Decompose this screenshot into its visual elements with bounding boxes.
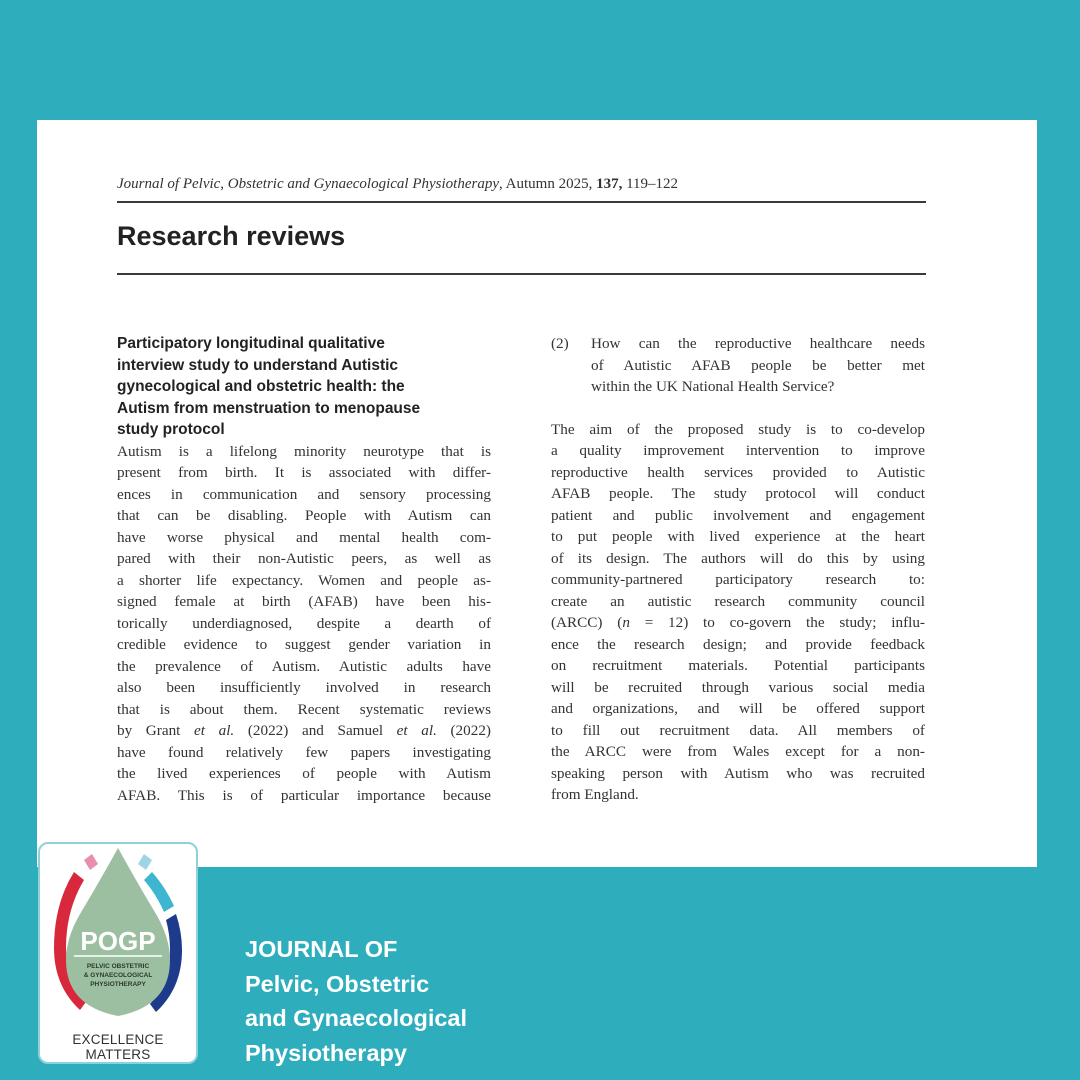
text-line: to put people with lived experience at the heart: [551, 528, 925, 545]
text-line: a quality improvement intervention to improve: [551, 442, 925, 459]
footer-journal-title: [245, 932, 467, 1070]
text-line: AFAB people. The study protocol will conduct: [551, 485, 925, 502]
left-body-text: [117, 441, 491, 807]
text-line: that can be disabling. People with Autism can: [117, 507, 491, 524]
reference-line: [117, 720, 491, 742]
text-line: also been insufficiently involved in research: [117, 679, 491, 696]
text-line: present from birth. It is associated with differ-: [117, 464, 491, 481]
text-line: community-partnered participatory research to:: [551, 571, 925, 588]
issue-info: , Autumn 2025,: [499, 176, 597, 192]
text-line: the prevalence of Autism. Autistic adults have: [117, 657, 491, 675]
title-line: Autism from menstruation to menopause: [117, 399, 421, 417]
logo-petal-pink: [84, 854, 98, 870]
footer-line: Pelvic, Obstetric: [245, 970, 430, 997]
ref-text: (2022) and Samuel: [234, 722, 397, 739]
section-title: Research reviews: [117, 221, 346, 251]
ref-etal: et al.: [396, 722, 437, 739]
text-line: ences in communication and sensory processing: [117, 485, 491, 503]
logo-tagline-1: EXCELLENCE: [72, 1032, 164, 1047]
text-line: reproductive health services provided to Autistic: [551, 463, 925, 481]
pogp-logo: [38, 842, 198, 1064]
title-line: study protocol: [117, 421, 225, 438]
logo-subtitle-line: PHYSIOTHERAPY: [90, 981, 146, 988]
paragraph-gap: [551, 398, 925, 419]
text-line: have found relatively few papers investigating: [117, 743, 491, 761]
question-number: (2): [551, 335, 569, 352]
text-line: torically underdiagnosed, despite a dearth of: [117, 614, 491, 632]
text-line: will be recruited through various social media: [551, 678, 925, 696]
text-line: credible evidence to suggest gender variation in: [117, 636, 491, 653]
logo-tagline-2: MATTERS: [85, 1047, 151, 1062]
question-line: How can the reproductive healthcare needs: [591, 335, 925, 352]
section-rule: [117, 273, 926, 275]
journal-name: Journal of Pelvic, Obstetric and Gynaecological Physiotherapy: [117, 176, 499, 192]
arcc-text: (ARCC) (: [551, 614, 623, 631]
research-question: [551, 333, 925, 398]
text-line: patient and public involvement and engagement: [551, 506, 925, 524]
logo-name: POGP: [80, 926, 156, 956]
title-line: gynecological and obstetric health: the: [117, 378, 405, 395]
volume: 137,: [596, 176, 623, 192]
journal-header: [117, 176, 927, 193]
left-column: [117, 333, 491, 806]
text-line: the lived experiences of people with Autism: [117, 765, 491, 782]
text-line: that is about them. Recent systematic reviews: [117, 700, 491, 718]
article-page: [37, 120, 1037, 867]
text-line: create an autistic research community council: [551, 592, 925, 610]
logo-subtitle-line: & GYNAECOLOGICAL: [83, 972, 153, 979]
ref-text: by Grant: [117, 722, 195, 739]
text-line: a shorter life expectancy. Women and people as-: [117, 571, 491, 589]
arcc-line: [551, 612, 925, 634]
article-title: [117, 333, 491, 441]
text-line: of its design. The authors will do this by using: [551, 549, 925, 567]
text-line: the ARCC were from Wales except for a non-: [551, 743, 925, 760]
text-line: speaking person with Autism who was recruited: [551, 764, 925, 782]
text-line: Autism is a lifelong minority neurotype that is: [117, 442, 491, 460]
text-line: have worse physical and mental health com-: [117, 528, 491, 546]
page-range: 119–122: [622, 176, 679, 192]
text-line: and organizations, and will be offered support: [551, 700, 925, 717]
title-line: interview study to understand Autistic: [117, 356, 399, 374]
footer-line: and Gynaecological: [245, 1005, 468, 1031]
footer-line: JOURNAL OF: [245, 936, 398, 962]
text-line: The aim of the proposed study is to co-develop: [551, 420, 925, 438]
title-line: Participatory longitudinal qualitative: [117, 335, 385, 352]
header-rule: [117, 201, 926, 203]
right-column: [551, 333, 925, 806]
ref-etal: et al.: [194, 722, 235, 739]
right-body-text: [551, 419, 925, 806]
text-line: signed female at birth (AFAB) have been his-: [117, 593, 491, 610]
question-line: of Autistic AFAB people be better met: [591, 356, 925, 374]
text-line: ence the research design; and provide feedback: [551, 635, 925, 653]
text-line: pared with their non-Autistic peers, as well as: [117, 550, 491, 567]
logo-petal-lightblue: [138, 854, 152, 870]
footer-line: Physiotherapy: [245, 1039, 407, 1066]
question-line: within the UK National Health Service?: [591, 378, 835, 395]
pogp-emblem: [40, 844, 196, 1062]
text-line: AFAB. This is of particular importance because: [117, 786, 491, 804]
arcc-n: n: [622, 614, 630, 631]
text-line: on recruitment materials. Potential participants: [551, 657, 925, 674]
text-line: to fill out recruitment data. All members of: [551, 721, 925, 739]
ref-text: (2022): [436, 722, 491, 739]
logo-subtitle-line: PELVIC OBSTETRIC: [86, 963, 150, 970]
arcc-text: = 12) to co-govern the study; influ-: [629, 614, 925, 631]
text-line: from England.: [551, 786, 639, 803]
